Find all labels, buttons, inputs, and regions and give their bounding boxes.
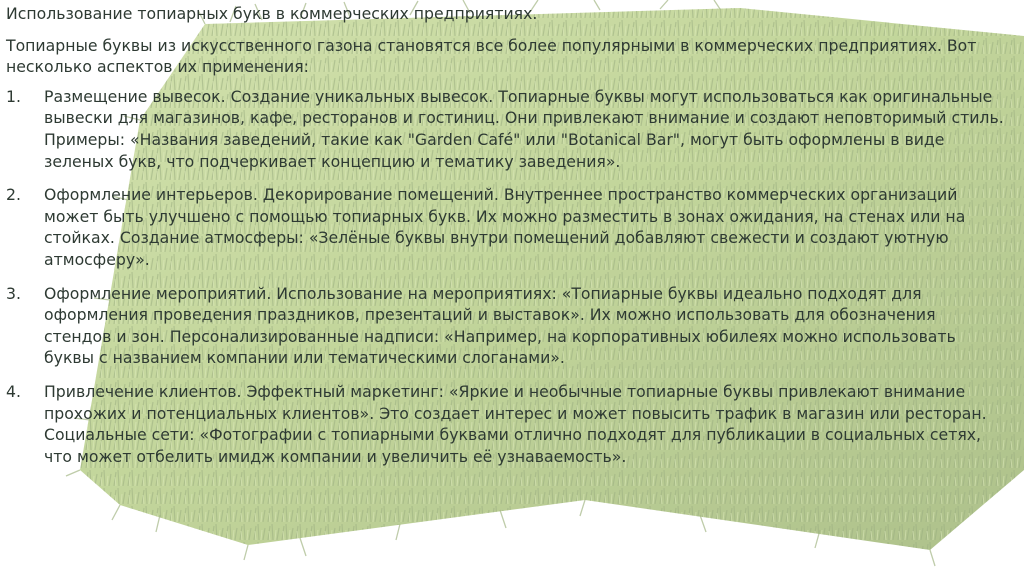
list-item-number: 2.	[6, 185, 21, 205]
slide-content	[6, 3, 1016, 479]
intro-paragraph: Топиарные буквы из искусственного газона становятся все более популярными в коммерческих предприятиях. Вот несколько аспектов их применения:	[6, 35, 977, 77]
list-item	[6, 184, 1016, 270]
list-item-text: Оформление мероприятий. Использование на мероприятиях: «Топиарные буквы идеально подходят для оформления проведения праздников, презентаций и выставок». Их можно использовать для обозначения стендов и зон. Персонализированные надписи: «Например, на корпоративных юбилеях можно использовать буквы с названием компании или тематическими слоганами».	[44, 283, 956, 368]
aspects-list	[6, 86, 1016, 468]
list-item	[6, 381, 1016, 467]
list-item	[6, 283, 1016, 369]
slide-title: Использование топиарных букв в коммерческих предприятиях.	[6, 4, 538, 23]
list-item-number: 4.	[6, 381, 21, 401]
list-item-text: Привлечение клиентов. Эффектный маркетинг: «Яркие и необычные топиарные буквы привлекают внимание прохожих и потенциальных клиентов». Это создает интерес и может повысить трафик в магазин или ресторан. Социальные сети: «Фотографии с топиарными буквами отлично подходят для публикации в социальных сетях, что может отбелить имидж компании и увеличить её узнаваемость».	[44, 381, 987, 466]
list-item-number: 3.	[6, 283, 21, 303]
list-item-text: Размещение вывесок. Создание уникальных вывесок. Топиарные буквы могут использоваться как оригинальные вывески для магазинов, кафе, ресторанов и гостиниц. Они привлекают внимание и создают неповторимый стиль. Примеры: «Названия заведений, такие как "Garden Café" или "Botanical Bar", могут быть оформлены в виде зеленых букв, что подчеркивает концепцию и тематику заведения».	[44, 86, 1004, 171]
list-item-text: Оформление интерьеров. Декорирование помещений. Внутреннее пространство коммерческих организаций может быть улучшено с помощью топиарных букв. Их можно разместить в зонах ожидания, на стенах или на стойках. Создание атмосферы: «Зелёные буквы внутри помещений добавляют свежести и создают уютную атмосферу».	[44, 185, 966, 269]
list-item-number: 1.	[6, 86, 21, 106]
list-item	[6, 86, 1016, 172]
